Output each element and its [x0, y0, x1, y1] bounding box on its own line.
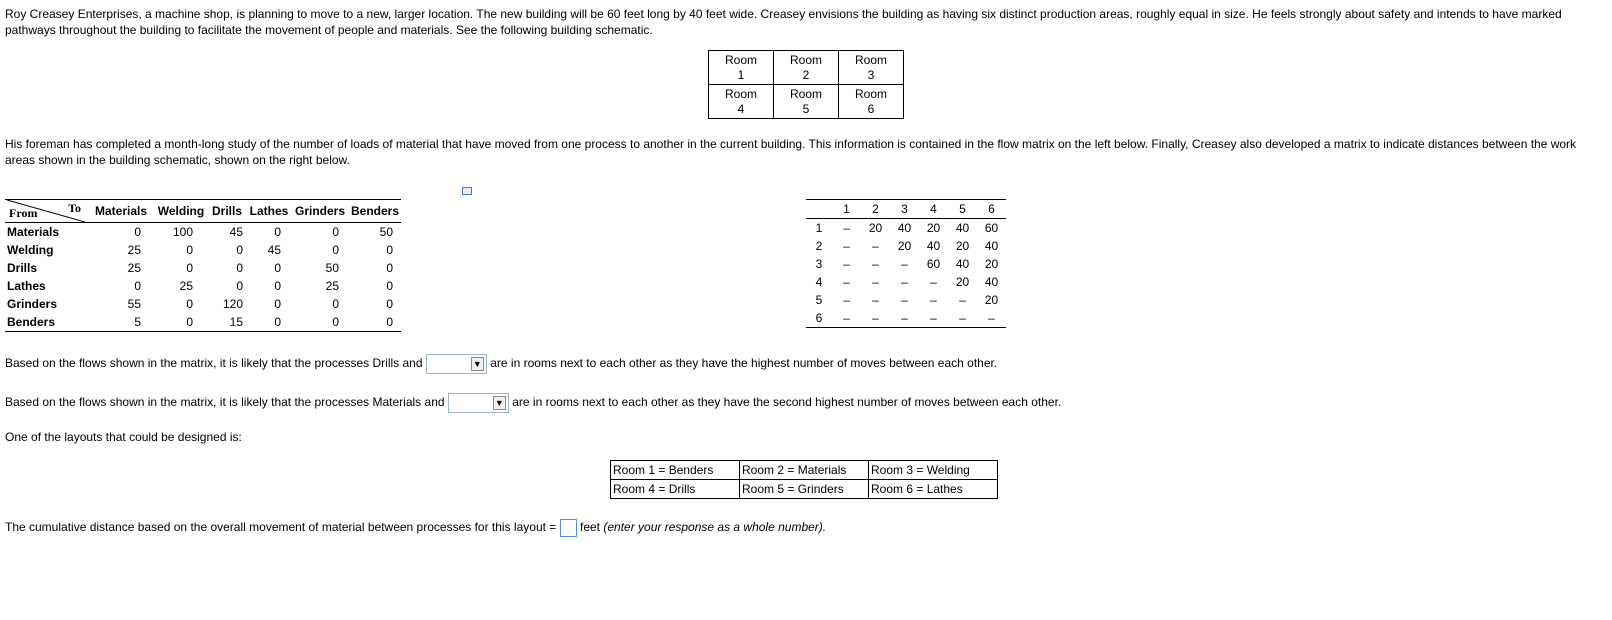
- flow-cell: 0: [274, 261, 281, 275]
- process-dropdown-2[interactable]: [448, 393, 509, 413]
- distance-cell: –: [843, 275, 850, 289]
- flow-cell: 25: [127, 261, 141, 275]
- schematic-room: Room 2: [774, 51, 839, 85]
- building-schematic: [708, 50, 904, 119]
- distance-cell: 40: [955, 221, 970, 235]
- distance-cell: 20: [868, 221, 883, 235]
- flow-cell: 0: [386, 297, 394, 311]
- distance-answer-input[interactable]: [560, 519, 577, 537]
- distance-cell: –: [901, 257, 908, 271]
- flow-cell: 0: [186, 315, 193, 329]
- column-header: 6: [988, 202, 995, 216]
- layout-cell: Room 3 = Welding: [869, 461, 998, 480]
- distance-cell: 60: [926, 257, 941, 271]
- flow-cell: 25: [325, 279, 339, 293]
- column-header: 2: [872, 202, 879, 216]
- corner-cell: [806, 200, 832, 219]
- question-2: [5, 391, 1061, 413]
- answer-hint: (enter your response as a whole number).: [603, 520, 827, 534]
- table-row: [806, 273, 1006, 291]
- table-row: [806, 219, 1006, 238]
- flow-cell: 45: [229, 225, 243, 239]
- distance-cell: –: [843, 239, 850, 253]
- flow-matrix: [5, 199, 401, 332]
- flow-cell: 0: [236, 243, 243, 257]
- distance-cell: –: [872, 311, 879, 325]
- distance-cell: –: [930, 275, 937, 289]
- row-label: Welding: [7, 243, 54, 257]
- question-1-tail: are in rooms next to each other as they have the highest number of moves between each other.: [490, 356, 998, 370]
- process-dropdown-1[interactable]: [426, 354, 487, 374]
- distance-cell: 20: [926, 221, 941, 235]
- flow-cell: 0: [186, 261, 193, 275]
- distance-cell: –: [959, 311, 966, 325]
- flow-cell: 0: [274, 279, 281, 293]
- chevron-down-icon[interactable]: ▼: [493, 396, 506, 410]
- table-row: [806, 309, 1006, 328]
- flow-cell: 0: [186, 243, 193, 257]
- distance-cell: –: [843, 221, 850, 235]
- table-row: [806, 237, 1006, 255]
- layout-table: [610, 460, 998, 499]
- distance-cell: –: [988, 311, 995, 325]
- question-2-tail: are in rooms next to each other as they have the second highest number of moves between each other.: [512, 395, 1062, 409]
- distance-cell: 20: [897, 239, 912, 253]
- distance-cell: –: [901, 311, 908, 325]
- chevron-down-icon[interactable]: ▼: [471, 357, 484, 371]
- flow-cell: 100: [172, 225, 193, 239]
- distance-cell: 20: [955, 239, 970, 253]
- layout-cell: Room 2 = Materials: [740, 461, 869, 480]
- column-header: 1: [843, 202, 850, 216]
- from-to-header: [5, 200, 87, 223]
- row-label: 3: [815, 257, 823, 271]
- flow-cell: 25: [179, 279, 193, 293]
- intro-paragraph: Roy Creasey Enterprises, a machine shop, is planning to move to a new, larger location. The new building will be 60 feet long by 40 feet wide. Creasey envisions the building as having six distinct production areas, roughly equal in size. He feels strongly about safety and intends to have marked pathways throughout the building to facilitate the movement of people and materials. See the following building schematic.: [5, 7, 1562, 37]
- distance-cell: –: [901, 293, 908, 307]
- layout-cell: Room 5 = Grinders: [740, 480, 869, 499]
- column-header: Grinders: [294, 204, 345, 218]
- flow-cell: 45: [267, 243, 281, 257]
- flow-cell: 15: [229, 315, 243, 329]
- question-1: [5, 352, 997, 374]
- flow-cell: 0: [386, 279, 394, 293]
- distance-cell: 20: [955, 275, 970, 289]
- distance-matrix: [806, 199, 1006, 328]
- schematic-room: Room 5: [774, 85, 839, 119]
- distance-cell: 60: [984, 221, 999, 235]
- distance-cell: –: [872, 257, 879, 271]
- row-label: 1: [815, 221, 823, 235]
- distance-cell: –: [872, 239, 879, 253]
- distance-cell: –: [843, 293, 850, 307]
- schematic-room: Room 4: [709, 85, 774, 119]
- unit-label: feet: [579, 520, 600, 534]
- distance-cell: 40: [955, 257, 970, 271]
- to-label: To: [68, 201, 81, 215]
- row-label: 6: [815, 311, 823, 325]
- flow-cell: 120: [222, 297, 243, 311]
- flow-cell: 0: [236, 261, 243, 275]
- schematic-room: Room 6: [839, 85, 904, 119]
- from-label: From: [9, 206, 38, 220]
- layout-intro: One of the layouts that could be designed is:: [5, 430, 242, 444]
- distance-cell: 40: [984, 239, 999, 253]
- column-header: Materials: [94, 204, 148, 218]
- distance-cell: –: [872, 293, 879, 307]
- table-row: [5, 241, 401, 259]
- distance-cell: 40: [984, 275, 999, 289]
- table-row: [5, 277, 401, 295]
- column-header: Benders: [351, 204, 400, 218]
- layout-cell: Room 1 = Benders: [611, 461, 740, 480]
- flow-cell: 25: [127, 243, 141, 257]
- schematic-room: Room 3: [839, 51, 904, 85]
- table-row: [5, 223, 401, 242]
- schematic-room: Room 1: [709, 51, 774, 85]
- question-3: [5, 516, 826, 538]
- flow-cell: 0: [332, 243, 339, 257]
- row-label: 5: [815, 293, 823, 307]
- flow-cell: 0: [332, 315, 339, 329]
- layout-cell: Room 4 = Drills: [611, 480, 740, 499]
- column-header: Lathes: [249, 204, 289, 218]
- column-header: 4: [930, 202, 937, 216]
- flow-cell: 0: [332, 225, 339, 239]
- distance-cell: –: [843, 311, 850, 325]
- table-row: [5, 313, 401, 332]
- flow-cell: 55: [127, 297, 141, 311]
- flow-cell: 0: [134, 225, 141, 239]
- question-2-text: Based on the flows shown in the matrix, it is likely that the processes Materials and: [5, 395, 445, 409]
- distance-cell: 20: [984, 293, 999, 307]
- distance-cell: –: [872, 275, 879, 289]
- row-label: 2: [815, 239, 823, 253]
- distance-cell: 20: [984, 257, 999, 271]
- flow-cell: 0: [274, 315, 281, 329]
- flow-cell: 0: [386, 261, 394, 275]
- flow-cell: 0: [386, 243, 394, 257]
- flow-cell: 0: [186, 297, 193, 311]
- flow-cell: 0: [236, 279, 243, 293]
- distance-cell: –: [930, 293, 937, 307]
- flow-cell: 0: [274, 225, 281, 239]
- distance-cell: 40: [926, 239, 941, 253]
- table-row: [806, 291, 1006, 309]
- row-label: Grinders: [7, 297, 58, 311]
- column-header: Welding: [157, 204, 205, 218]
- question-1-text: Based on the flows shown in the matrix, it is likely that the processes Drills and: [5, 356, 423, 370]
- distance-cell: –: [901, 275, 908, 289]
- foreman-paragraph: His foreman has completed a month-long study of the number of loads of material that have moved from one process to another in the current building. This information is contained in the flow matrix on the left below. Finally, Creasey also developed a matrix to indicate distances between the work areas shown in the building schematic, shown on the right below.: [5, 137, 1577, 167]
- question-3-text: The cumulative distance based on the overall movement of material between processes for this layout =: [5, 520, 557, 534]
- distance-cell: –: [930, 311, 937, 325]
- row-label: Lathes: [7, 279, 46, 293]
- distance-cell: –: [959, 293, 966, 307]
- distance-cell: –: [843, 257, 850, 271]
- flow-cell: 0: [134, 279, 141, 293]
- table-row: [806, 255, 1006, 273]
- column-header: 3: [901, 202, 908, 216]
- layout-cell: Room 6 = Lathes: [869, 480, 998, 499]
- table-row: [5, 295, 401, 313]
- flow-cell: 5: [134, 315, 141, 329]
- column-header: 5: [959, 202, 966, 216]
- flow-cell: 0: [274, 297, 281, 311]
- row-label: 4: [815, 275, 823, 289]
- flow-cell: 0: [332, 297, 339, 311]
- column-header: Drills: [211, 204, 242, 218]
- expand-icon[interactable]: [462, 187, 472, 195]
- row-label: Benders: [7, 315, 56, 329]
- row-label: Materials: [7, 225, 60, 239]
- row-label: Drills: [7, 261, 38, 275]
- flow-cell: 50: [325, 261, 339, 275]
- flow-cell: 0: [386, 315, 394, 329]
- distance-cell: 40: [897, 221, 912, 235]
- table-row: [5, 259, 401, 277]
- flow-cell: 50: [379, 225, 394, 239]
